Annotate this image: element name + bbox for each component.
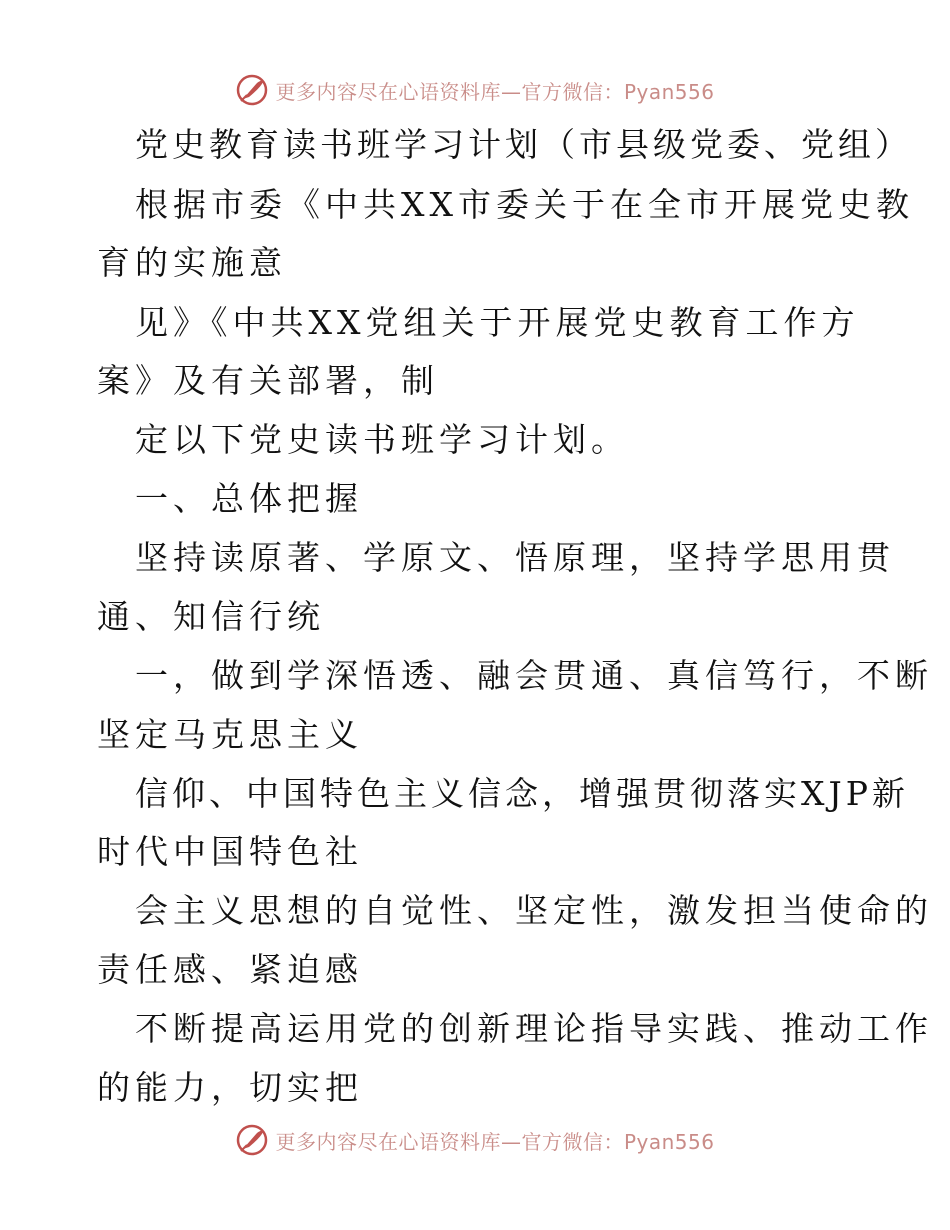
paragraph-line: 信仰、中国特色主义信念，增强贯彻落实XJP新 xyxy=(135,774,909,813)
paragraph-line: 坚持读原著、学原文、悟原理，坚持学思用贯 xyxy=(135,538,895,577)
section-heading: 一、总体把握 xyxy=(135,479,363,518)
footer-watermark-text: 更多内容尽在心语资料库—官方微信：Pyan556 xyxy=(275,1129,715,1154)
paragraph-line: 时代中国特色社 xyxy=(97,832,363,871)
paragraph-line: 责任感、紧迫感 xyxy=(97,950,363,989)
paragraph-line: 定以下党史读书班学习计划。 xyxy=(135,420,629,459)
header-watermark-text: 更多内容尽在心语资料库—官方微信：Pyan556 xyxy=(275,79,715,104)
paragraph-line: 坚定马克思主义 xyxy=(97,715,363,754)
paragraph-line: 见》《中共XX党组关于开展党史教育工作方 xyxy=(135,303,860,342)
quill-logo-icon xyxy=(235,1123,269,1157)
paragraph-line: 育的实施意 xyxy=(97,243,287,282)
footer-watermark-banner xyxy=(0,1120,950,1160)
paragraph-line: 根据市委《中共XX市委关于在全市开展党史教 xyxy=(135,185,914,224)
paragraph-line: 的能力，切实把 xyxy=(97,1068,363,1107)
paragraph-line: 不断提高运用党的创新理论指导实践、推动工作 xyxy=(135,1009,933,1048)
paragraph-line: 案》及有关部署，制 xyxy=(97,361,439,400)
paragraph-line: 一，做到学深悟透、融会贯通、真信笃行，不断 xyxy=(135,656,933,695)
paragraph-line: 会主义思想的自觉性、坚定性，激发担当使命的 xyxy=(135,891,933,930)
document-title: 党史教育读书班学习计划（市县级党委、党组） xyxy=(135,125,912,164)
paragraph-line: 通、知信行统 xyxy=(97,597,325,636)
